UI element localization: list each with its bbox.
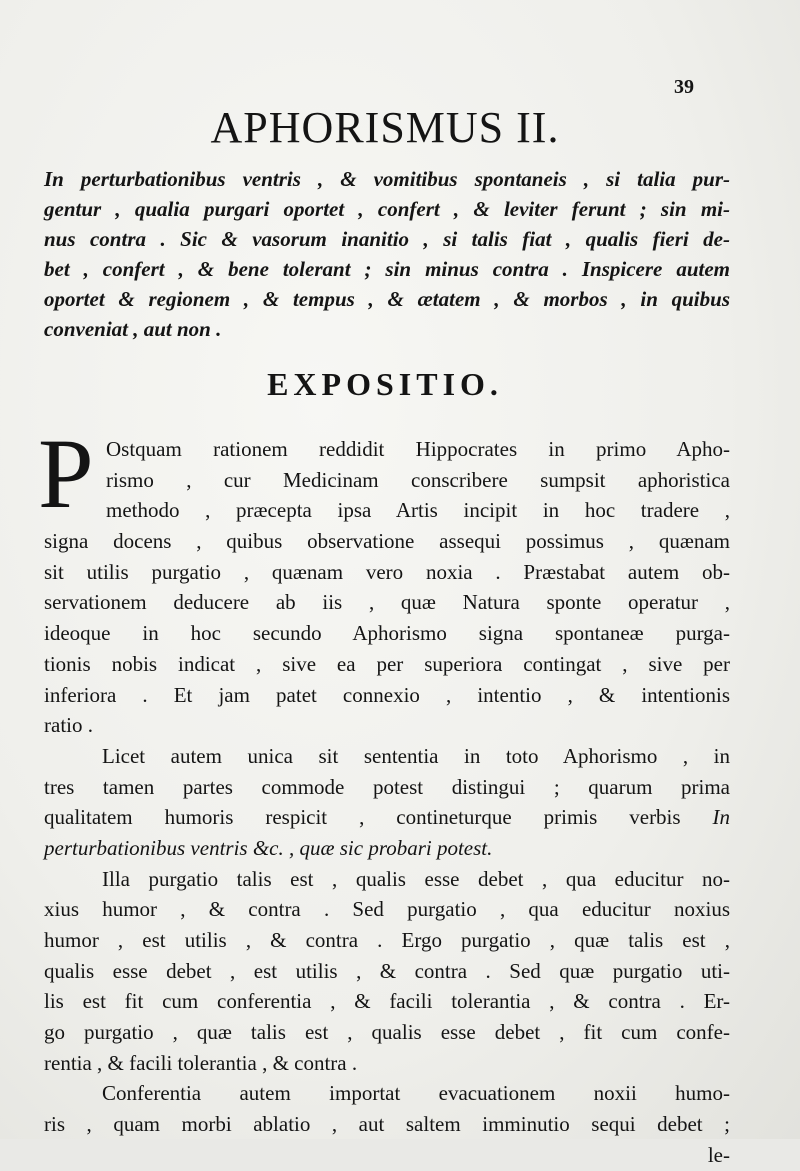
catchword: le- — [707, 1142, 730, 1167]
body-line: lis est fit cum conferentia , & facili tolerantia , & contra . Er- — [44, 989, 730, 1014]
body-line: xius humor , & contra . Sed purgatio , qua educitur noxius — [44, 897, 730, 922]
body-line: qualitatem humoris respicit , contineturque primis verbis In — [44, 805, 731, 830]
drop-cap: P — [38, 418, 94, 529]
aphorism-text — [44, 164, 730, 344]
body-line: humor , est utilis , & contra . Ergo purgatio , quæ talis est , — [44, 928, 730, 952]
aphorism-line: In perturbationibus ventris , & vomitibus spontaneis , si talia pur- — [44, 167, 730, 191]
aphorism-line: nus contra . Sic & vasorum inanitio , si talis fiat , qualis fieri de- — [44, 227, 730, 251]
body-line: Licet autem unica sit sententia in toto Aphorismo , in — [102, 743, 730, 768]
body-line: perturbationibus ventris &c. , quæ sic probari potest. — [44, 835, 493, 860]
body-line: ideoque in hoc secundo Aphorismo signa spontaneæ purga- — [44, 621, 730, 646]
aphorism-line: bet , confert , & bene tolerant ; sin minus contra . Inspicere autem — [44, 257, 730, 281]
body-line: Illa purgatio talis est , qualis esse debet , qua educitur no- — [102, 866, 730, 891]
body-line: servationem deducere ab iis , quæ Natura sponte operatur , — [44, 590, 730, 615]
body-text — [44, 434, 730, 1171]
page-title: APHORISMUS II. — [210, 103, 560, 152]
body-line: rentia , & facili tolerantia , & contra . — [44, 1050, 358, 1075]
body-line: ris , quam morbi ablatio , aut saltem imminutio sequi debet ; — [44, 1112, 730, 1137]
body-line: inferiora . Et jam patet connexio , intentio , & intentionis — [44, 682, 730, 707]
aphorism-line: conveniat , aut non . — [44, 317, 222, 341]
body-line: Conferentia autem importat evacuationem noxii humo- — [102, 1081, 730, 1106]
body-line: tres tamen partes commode potest distingui ; quarum prima — [44, 774, 730, 799]
body-line: sit utilis purgatio , quænam vero noxia . Præstabat autem ob- — [44, 559, 730, 584]
body-line: signa docens , quibus observatione assequi possimus , quænam — [44, 529, 730, 554]
body-line: go purgatio , quæ talis est , qualis esse debet , fit cum confe- — [44, 1020, 730, 1045]
body-line: tionis nobis indicat , sive ea per superiora contingat , sive per — [44, 651, 730, 676]
aphorism-line: oportet & regionem , & tempus , & ætatem , & morbos , in quibus — [44, 287, 730, 311]
aphorism-line: gentur , qualia purgari oportet , confert , & leviter ferunt ; sin mi- — [44, 197, 730, 221]
body-line: ratio . — [44, 713, 93, 738]
body-line: methodo , præcepta ipsa Artis incipit in hoc tradere , — [106, 498, 730, 523]
body-line: Ostquam rationem reddidit Hippocrates in primo Apho- — [106, 437, 730, 461]
body-line: rismo , cur Medicinam conscribere sumpsit aphoristica — [106, 467, 730, 492]
italic-in: In — [712, 805, 731, 830]
section-heading: EXPOSITIO. — [267, 366, 503, 402]
page-number: 39 — [674, 76, 694, 98]
body-line: qualis esse debet , est utilis , & contra . Sed quæ purgatio uti- — [44, 958, 730, 983]
